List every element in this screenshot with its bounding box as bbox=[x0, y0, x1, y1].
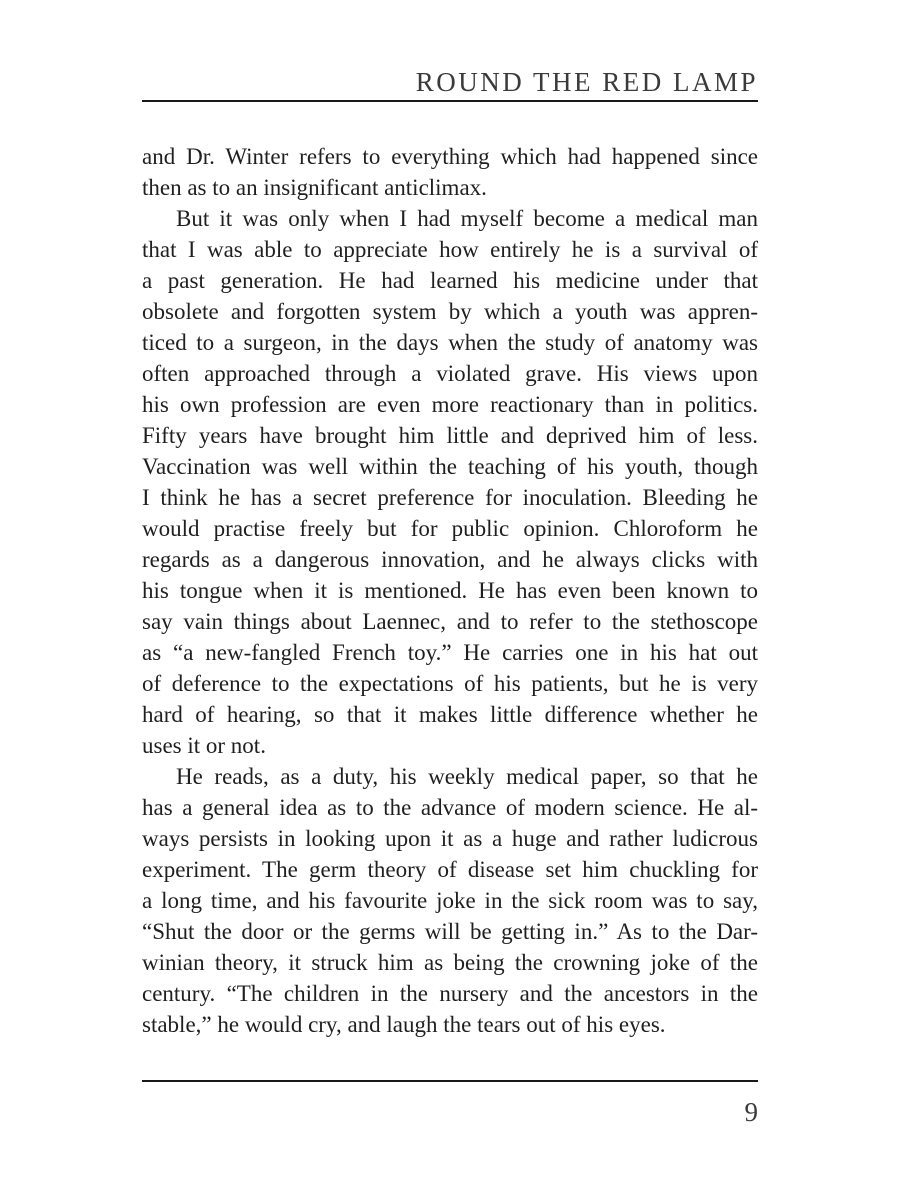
paragraph-3 bbox=[142, 761, 758, 1040]
text-line: Fifty years have brought him little and deprived him of less. bbox=[142, 423, 758, 448]
text-line: winian theory, it struck him as being the crowning joke of the bbox=[142, 950, 758, 975]
text-line: has a general idea as to the advance of modern science. He al- bbox=[142, 795, 758, 820]
text-line: as “a new-fangled French toy.” He carries one in his hat out bbox=[142, 640, 758, 665]
text-line: regards as a dangerous innovation, and he always clicks with bbox=[142, 547, 758, 572]
text-line: say vain things about Laennec, and to refer to the stethoscope bbox=[142, 609, 758, 634]
paragraph-2 bbox=[142, 203, 758, 761]
paragraph-1 bbox=[142, 141, 758, 203]
text-line: and Dr. Winter refers to everything which had happened since bbox=[142, 144, 758, 169]
text-line: Vaccination was well within the teaching of his youth, though bbox=[142, 454, 758, 479]
text-line: But it was only when I had myself become a medical man bbox=[176, 206, 758, 231]
text-line: He reads, as a duty, his weekly medical paper, so that he bbox=[176, 764, 758, 789]
text-line: often approached through a violated grave. His views upon bbox=[142, 361, 758, 386]
text-line: ticed to a surgeon, in the days when the study of anatomy was bbox=[142, 330, 758, 355]
text-line: a long time, and his favourite joke in the sick room was to say, bbox=[142, 888, 758, 913]
text-line: would practise freely but for public opinion. Chloroform he bbox=[142, 516, 758, 541]
header-rule bbox=[142, 100, 758, 102]
page-number: 9 bbox=[744, 1097, 758, 1127]
text-line: ways persists in looking upon it as a huge and rather ludicrous bbox=[142, 826, 758, 851]
text-line: “Shut the door or the germs will be getting in.” As to the Dar- bbox=[142, 919, 758, 944]
text-line: hard of hearing, so that it makes little difference whether he bbox=[142, 702, 758, 727]
text-line: stable,” he would cry, and laugh the tears out of his eyes. bbox=[142, 1012, 666, 1037]
text-line: experiment. The germ theory of disease set him chuckling for bbox=[142, 857, 758, 882]
text-line: his tongue when it is mentioned. He has even been known to bbox=[142, 578, 758, 603]
text-line: a past generation. He had learned his medicine under that bbox=[142, 268, 758, 293]
text-line: I think he has a secret preference for inoculation. Bleeding he bbox=[142, 485, 758, 510]
text-line: then as to an insignificant anticlimax. bbox=[142, 175, 487, 200]
text-line: uses it or not. bbox=[142, 733, 266, 758]
text-line: of deference to the expectations of his patients, but he is very bbox=[142, 671, 758, 696]
text-line: that I was able to appreciate how entirely he is a survival of bbox=[142, 237, 758, 262]
text-line: obsolete and forgotten system by which a youth was appren- bbox=[142, 299, 758, 324]
body-text bbox=[142, 141, 758, 1040]
running-head-title: ROUND THE RED LAMP bbox=[415, 67, 758, 97]
text-line: his own profession are even more reactionary than in politics. bbox=[142, 392, 758, 417]
footer-rule bbox=[142, 1080, 758, 1082]
text-line: century. “The children in the nursery and the ancestors in the bbox=[142, 981, 758, 1006]
